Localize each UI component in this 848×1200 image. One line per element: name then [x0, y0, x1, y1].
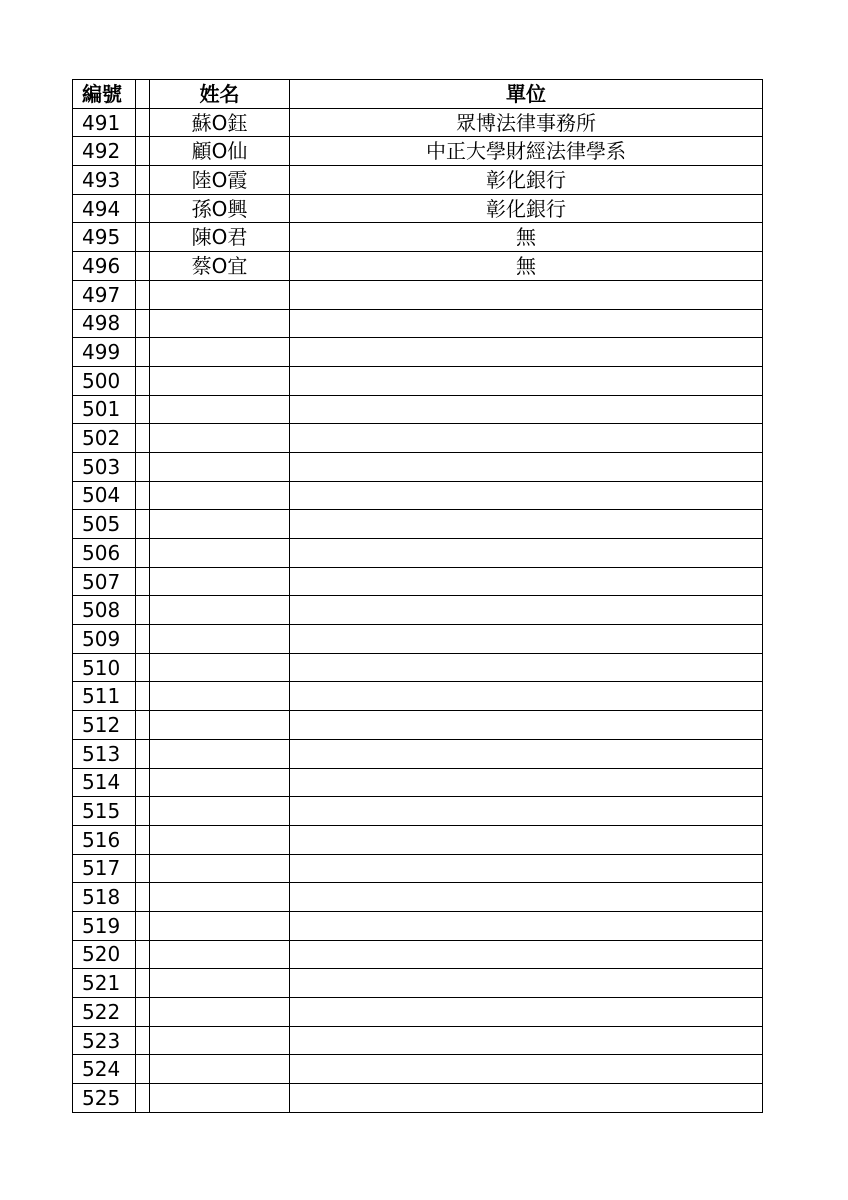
row-name: 蘇O鈺: [150, 108, 290, 137]
row-unit: [290, 424, 763, 453]
row-name: [150, 825, 290, 854]
row-unit: [290, 452, 763, 481]
table-row: [73, 739, 763, 768]
row-unit: [290, 854, 763, 883]
row-name: 陳O君: [150, 223, 290, 252]
header-row: [73, 80, 763, 109]
row-number: 516: [73, 825, 136, 854]
row-number: 522: [73, 998, 136, 1027]
row-gap-cell: [136, 768, 150, 797]
row-number: 521: [73, 969, 136, 998]
table-row: [73, 395, 763, 424]
row-number: 498: [73, 309, 136, 338]
row-number: 504: [73, 481, 136, 510]
table-row: [73, 711, 763, 740]
row-number: 518: [73, 883, 136, 912]
row-number: 515: [73, 797, 136, 826]
row-gap-cell: [136, 682, 150, 711]
table-row: [73, 625, 763, 654]
table-row: [73, 539, 763, 568]
row-unit: [290, 825, 763, 854]
row-name: [150, 280, 290, 309]
row-unit: 眾博法律事務所: [290, 108, 763, 137]
row-number: 491: [73, 108, 136, 137]
row-name: [150, 854, 290, 883]
row-name: [150, 539, 290, 568]
header-gap: [136, 80, 150, 109]
row-gap-cell: [136, 1084, 150, 1113]
row-unit: 無: [290, 223, 763, 252]
row-number: 513: [73, 739, 136, 768]
row-unit: [290, 366, 763, 395]
row-number: 500: [73, 366, 136, 395]
row-unit: [290, 797, 763, 826]
row-gap-cell: [136, 883, 150, 912]
row-gap-cell: [136, 452, 150, 481]
header-number: 編號: [73, 80, 136, 109]
row-name: [150, 768, 290, 797]
row-number: 499: [73, 338, 136, 367]
row-name: [150, 625, 290, 654]
row-number: 517: [73, 854, 136, 883]
row-name: [150, 424, 290, 453]
row-number: 494: [73, 194, 136, 223]
row-unit: [290, 510, 763, 539]
row-unit: 中正大學財經法律學系: [290, 137, 763, 166]
row-gap-cell: [136, 1055, 150, 1084]
row-number: 495: [73, 223, 136, 252]
row-gap-cell: [136, 338, 150, 367]
row-name: [150, 338, 290, 367]
row-unit: [290, 969, 763, 998]
table-row: [73, 137, 763, 166]
table-row: [73, 883, 763, 912]
row-unit: [290, 1026, 763, 1055]
table-row: [73, 797, 763, 826]
row-name: [150, 481, 290, 510]
table-row: [73, 653, 763, 682]
row-gap-cell: [136, 366, 150, 395]
row-unit: [290, 596, 763, 625]
row-name: [150, 309, 290, 338]
row-name: [150, 1026, 290, 1055]
table-row: [73, 596, 763, 625]
row-number: 520: [73, 940, 136, 969]
row-name: [150, 395, 290, 424]
row-gap-cell: [136, 739, 150, 768]
row-name: 孫O興: [150, 194, 290, 223]
row-gap-cell: [136, 969, 150, 998]
row-number: 505: [73, 510, 136, 539]
row-gap-cell: [136, 510, 150, 539]
row-name: 顧O仙: [150, 137, 290, 166]
row-gap-cell: [136, 424, 150, 453]
row-unit: [290, 653, 763, 682]
row-unit: 彰化銀行: [290, 166, 763, 195]
row-unit: [290, 911, 763, 940]
row-number: 511: [73, 682, 136, 711]
row-unit: [290, 338, 763, 367]
row-name: [150, 653, 290, 682]
row-number: 497: [73, 280, 136, 309]
row-name: [150, 596, 290, 625]
table-row: [73, 481, 763, 510]
row-gap-cell: [136, 940, 150, 969]
table-row: [73, 223, 763, 252]
row-gap-cell: [136, 137, 150, 166]
row-number: 496: [73, 252, 136, 281]
table-row: [73, 911, 763, 940]
row-unit: [290, 567, 763, 596]
table-row: [73, 1084, 763, 1113]
row-number: 523: [73, 1026, 136, 1055]
row-gap-cell: [136, 280, 150, 309]
table-row: [73, 166, 763, 195]
row-unit: [290, 309, 763, 338]
table-row: [73, 338, 763, 367]
table-row: [73, 682, 763, 711]
row-number: 502: [73, 424, 136, 453]
table-row: [73, 969, 763, 998]
row-number: 510: [73, 653, 136, 682]
row-number: 525: [73, 1084, 136, 1113]
table-row: [73, 280, 763, 309]
row-name: [150, 452, 290, 481]
row-name: [150, 1084, 290, 1113]
row-number: 506: [73, 539, 136, 568]
table-row: [73, 940, 763, 969]
row-name: [150, 366, 290, 395]
row-name: [150, 969, 290, 998]
header-name: 姓名: [150, 80, 290, 109]
row-unit: [290, 539, 763, 568]
table-row: [73, 108, 763, 137]
row-gap-cell: [136, 166, 150, 195]
row-name: 陸O霞: [150, 166, 290, 195]
row-gap-cell: [136, 194, 150, 223]
row-gap-cell: [136, 797, 150, 826]
row-name: [150, 682, 290, 711]
row-gap-cell: [136, 395, 150, 424]
roster-table: [72, 79, 763, 1113]
row-unit: [290, 1055, 763, 1084]
table-row: [73, 998, 763, 1027]
row-number: 524: [73, 1055, 136, 1084]
row-gap-cell: [136, 309, 150, 338]
table-row: [73, 510, 763, 539]
row-name: [150, 911, 290, 940]
row-name: [150, 739, 290, 768]
row-number: 493: [73, 166, 136, 195]
table-row: [73, 366, 763, 395]
row-gap-cell: [136, 223, 150, 252]
row-unit: [290, 395, 763, 424]
table-row: [73, 1026, 763, 1055]
table-row: [73, 424, 763, 453]
row-gap-cell: [136, 108, 150, 137]
row-name: [150, 1055, 290, 1084]
row-number: 519: [73, 911, 136, 940]
row-gap-cell: [136, 911, 150, 940]
table-row: [73, 194, 763, 223]
table-row: [73, 252, 763, 281]
row-unit: 無: [290, 252, 763, 281]
table-row: [73, 1055, 763, 1084]
row-unit: 彰化銀行: [290, 194, 763, 223]
row-unit: [290, 481, 763, 510]
row-gap-cell: [136, 539, 150, 568]
row-number: 514: [73, 768, 136, 797]
row-gap-cell: [136, 481, 150, 510]
row-number: 492: [73, 137, 136, 166]
row-name: [150, 567, 290, 596]
row-name: [150, 510, 290, 539]
table-row: [73, 854, 763, 883]
row-unit: [290, 711, 763, 740]
row-number: 503: [73, 452, 136, 481]
table-row: [73, 309, 763, 338]
row-name: [150, 711, 290, 740]
row-gap-cell: [136, 998, 150, 1027]
row-gap-cell: [136, 711, 150, 740]
row-gap-cell: [136, 825, 150, 854]
row-unit: [290, 280, 763, 309]
row-number: 508: [73, 596, 136, 625]
row-unit: [290, 883, 763, 912]
table-row: [73, 825, 763, 854]
row-name: [150, 940, 290, 969]
row-number: 509: [73, 625, 136, 654]
row-unit: [290, 768, 763, 797]
row-name: [150, 883, 290, 912]
row-name: 蔡O宜: [150, 252, 290, 281]
row-unit: [290, 998, 763, 1027]
table-row: [73, 768, 763, 797]
row-gap-cell: [136, 252, 150, 281]
row-number: 501: [73, 395, 136, 424]
row-unit: [290, 625, 763, 654]
row-unit: [290, 739, 763, 768]
row-gap-cell: [136, 567, 150, 596]
row-gap-cell: [136, 1026, 150, 1055]
row-name: [150, 998, 290, 1027]
row-gap-cell: [136, 653, 150, 682]
row-gap-cell: [136, 596, 150, 625]
row-unit: [290, 1084, 763, 1113]
row-gap-cell: [136, 625, 150, 654]
table-row: [73, 567, 763, 596]
row-unit: [290, 682, 763, 711]
row-number: 507: [73, 567, 136, 596]
row-name: [150, 797, 290, 826]
header-unit: 單位: [290, 80, 763, 109]
roster-body: [73, 108, 763, 1112]
row-gap-cell: [136, 854, 150, 883]
table-row: [73, 452, 763, 481]
row-unit: [290, 940, 763, 969]
row-number: 512: [73, 711, 136, 740]
